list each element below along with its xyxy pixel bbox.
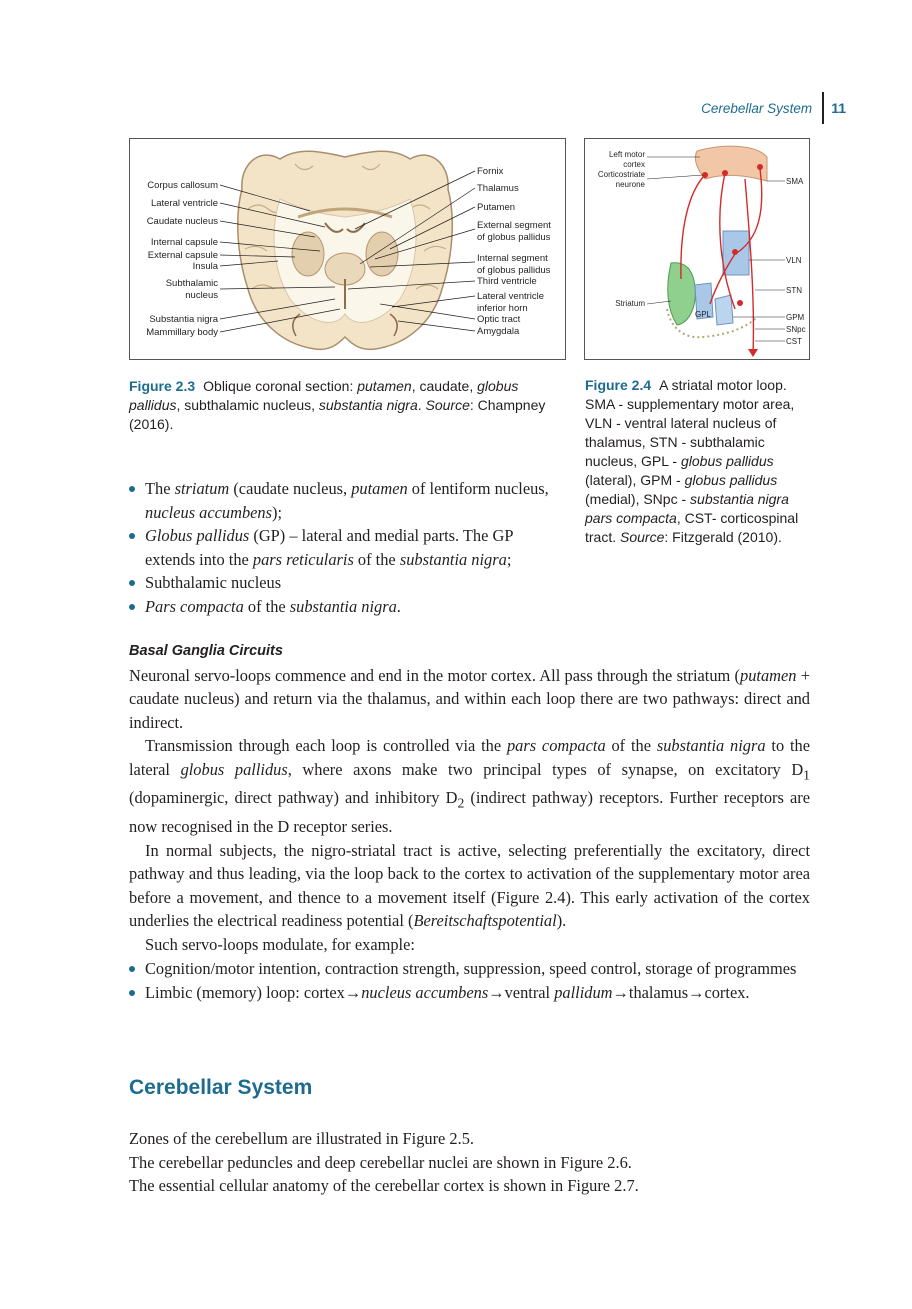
label-cst: CST	[786, 337, 802, 346]
label-mammillary-body: Mammillary body	[146, 327, 218, 338]
basal-ganglia-circuits-section	[129, 640, 810, 956]
label-neurone: neurone	[615, 180, 645, 189]
label-corpus-callosum: Corpus callosum	[147, 180, 218, 191]
line: Zones of the cerebellum are illustrated in Figure 2.5.	[129, 1129, 475, 1148]
italic-term: Bereitschaftspotential	[413, 911, 557, 931]
caption-text: , CST- corticospinal tract.	[585, 510, 799, 545]
text: The	[145, 479, 175, 498]
italic-term: substantia nigra	[289, 596, 397, 616]
cerebellar-system-text	[129, 1127, 810, 1198]
caption-italic: globus pallidus	[680, 453, 774, 469]
text: (dopaminergic, direct pathway) and inhibitory D	[129, 788, 458, 808]
label-stn: STN	[786, 286, 802, 295]
page-number: 11	[831, 100, 846, 116]
label-subthalamic-nucleus: nucleus	[185, 290, 218, 301]
text: (GP) – lateral and medial parts. The GP extends into the	[145, 526, 513, 569]
caption-italic: substantia nigra	[318, 397, 418, 413]
cst-arrowhead	[748, 349, 758, 357]
running-section-title: Cerebellar System	[701, 100, 813, 116]
caption-text: Oblique coronal section:	[203, 378, 358, 394]
caption-text: : Champney (2016).	[129, 397, 546, 432]
caption-italic: Source	[425, 397, 470, 413]
text: of the	[353, 549, 400, 569]
caption-text: (lateral), GPM -	[585, 472, 685, 488]
italic-term: putamen	[351, 479, 408, 498]
paragraph: Such servo-loops modulate, for example:	[145, 934, 415, 954]
text: );	[272, 502, 283, 522]
label-caudate-nucleus: Caudate nucleus	[146, 216, 218, 227]
figure-2-4	[584, 138, 810, 360]
running-header	[701, 92, 846, 124]
putamen-right	[366, 232, 398, 276]
caption-text: , caudate,	[411, 378, 478, 394]
label-thalamus: Thalamus	[477, 183, 519, 194]
figure-2-4-caption	[585, 376, 815, 547]
label-internal-capsule: Internal capsule	[150, 237, 218, 248]
paragraph	[129, 839, 810, 933]
label-insula: Insula	[192, 261, 218, 272]
text: (caudate nucleus,	[229, 479, 352, 498]
caption-text: (medial), SNpc -	[585, 491, 691, 507]
striatal-motor-loop-illustration	[585, 139, 809, 359]
label-sma: SMA	[786, 177, 804, 186]
basal-ganglia-components-list	[129, 477, 559, 618]
label-fornix: Fornix	[477, 166, 504, 177]
paragraph	[129, 664, 810, 735]
label-external-segment: External segment	[477, 220, 551, 231]
label-external-segment-2: of globus pallidus	[477, 232, 551, 243]
label-substantia-nigra: Substantia nigra	[149, 314, 218, 325]
line: The essential cellular anatomy of the cerebellar cortex is shown in Figure 2.7.	[129, 1176, 639, 1195]
label-vln: VLN	[786, 256, 802, 265]
label-internal-segment-2: of globus pallidus	[477, 265, 551, 276]
italic-term: pars reticularis	[252, 549, 354, 569]
text: , where axons make two principal types of synapse, on excitatory D	[287, 759, 804, 779]
italic-term: Globus pallidus	[145, 526, 250, 545]
bullet	[129, 990, 135, 996]
italic-term: substantia nigra	[656, 736, 766, 755]
label-third-ventricle: Third ventricle	[477, 276, 537, 287]
bullet	[129, 604, 135, 610]
text: + caudate nucleus) and return via the thalamus, and within each loop there are two pathways: direct and indirect.	[129, 665, 810, 732]
italic-term: globus pallidus	[180, 759, 288, 779]
italic-term: nucleus accumbens	[145, 502, 272, 522]
paragraph	[129, 734, 810, 839]
label-internal-segment: Internal segment	[477, 253, 548, 264]
text: of lentiform nucleus,	[407, 479, 549, 498]
caption-italic: putamen	[357, 378, 412, 394]
caption-italic: globus pallidus	[684, 472, 778, 488]
label-striatum: Striatum	[615, 299, 645, 308]
text: to the lateral	[129, 736, 811, 779]
text: Limbic (memory) loop: cortex→	[145, 982, 362, 1002]
list-item	[129, 957, 810, 981]
loop-pathways	[681, 169, 762, 354]
bullet	[129, 533, 135, 539]
subscript: 2	[457, 795, 465, 811]
text: .	[396, 596, 401, 616]
text: ;	[506, 549, 512, 569]
caption-text: .	[417, 397, 426, 413]
servo-loop-list	[129, 957, 810, 1004]
figure-2-3	[129, 138, 566, 360]
subheading-basal-ganglia: Basal Ganglia Circuits	[129, 643, 283, 659]
caption-italic: globus pallidus	[129, 378, 519, 413]
text: (indirect pathway) receptors. Further receptors are now recognised in the D receptor series.	[129, 788, 810, 837]
coronal-section-illustration	[130, 139, 565, 359]
caption-italic: substantia nigra pars compacta	[585, 491, 789, 526]
list-item	[129, 524, 559, 571]
caption-text: A striatal motor loop. SMA - supplementary motor area, VLN - ventral lateral nucleus of thalamus, STN - subthalamic nucleus, GPL -	[585, 377, 795, 469]
caption-number: Figure 2.3	[129, 378, 196, 394]
label-gpl: GPL	[695, 310, 712, 319]
caption-number: Figure 2.4	[585, 377, 652, 393]
text: In normal subjects, the nigro-striatal tract is active, selecting preferentially the excitatory, direct pathway and thus leading, via the loop back to the cortex to activation of the supplementary motor area before a movement, and thence to a movement itself (Figure 2.4). This early activation of the cortex underlies the electrical readiness potential (	[129, 840, 810, 931]
list-item	[129, 477, 559, 524]
label-amygdala: Amygdala	[477, 326, 520, 337]
line: The cerebellar peduncles and deep cerebellar nuclei are shown in Figure 2.6.	[129, 1152, 632, 1172]
list-item	[129, 595, 559, 619]
subscript: 1	[803, 766, 810, 782]
italic-term: nucleus accumbens	[361, 982, 489, 1002]
text: Cognition/motor intention, contraction strength, suppression, speed control, storage of programmes	[145, 959, 797, 978]
bullet	[129, 486, 135, 492]
label-inferior-horn: inferior horn	[477, 303, 528, 314]
label-gpm: GPM	[786, 313, 805, 322]
label-lateral-ventricle: Lateral ventricle	[150, 198, 218, 209]
label-snpc: SNpc	[786, 325, 806, 334]
caption-text: , subthalamic nucleus,	[176, 397, 319, 413]
label-left-motor: Left motor	[608, 150, 645, 159]
caption-text: : Fitzgerald (2010).	[664, 529, 782, 545]
label-optic-tract: Optic tract	[477, 314, 521, 325]
figure-2-3-caption	[129, 377, 559, 434]
italic-term: pars compacta	[506, 736, 606, 755]
text: of the	[605, 736, 657, 755]
label-putamen: Putamen	[477, 202, 516, 213]
label-external-capsule: External capsule	[147, 250, 218, 261]
italic-term: pallidum	[554, 982, 613, 1002]
text: Transmission through each loop is controlled via the	[145, 736, 507, 755]
text: →thalamus→cortex.	[612, 982, 750, 1002]
italic-term: putamen	[740, 665, 797, 685]
italic-term: striatum	[174, 479, 230, 498]
text: →ventral	[488, 982, 555, 1002]
italic-term: Pars compacta	[145, 596, 244, 616]
text: ).	[556, 911, 567, 931]
text: of the	[243, 596, 290, 616]
list-item	[129, 571, 559, 595]
text: Neuronal servo-loops commence and end in the motor cortex. All pass through the striatum (	[129, 665, 741, 685]
label-corticostriate: Corticostriate	[597, 170, 645, 179]
section-heading-cerebellar-system: Cerebellar System	[129, 1076, 313, 1099]
caption-italic: Source	[620, 529, 665, 545]
gpm-shape	[715, 295, 733, 325]
bullet	[129, 580, 135, 586]
italic-term: substantia nigra	[399, 549, 507, 569]
bullet	[129, 966, 135, 972]
label-lateral-ventricle-inferior: Lateral ventricle	[477, 291, 545, 302]
text: Subthalamic nucleus	[145, 573, 282, 592]
list-item	[129, 981, 810, 1005]
label-cortex: cortex	[623, 160, 645, 169]
label-subthalamic: Subthalamic	[165, 278, 218, 289]
putamen-left	[292, 232, 324, 276]
